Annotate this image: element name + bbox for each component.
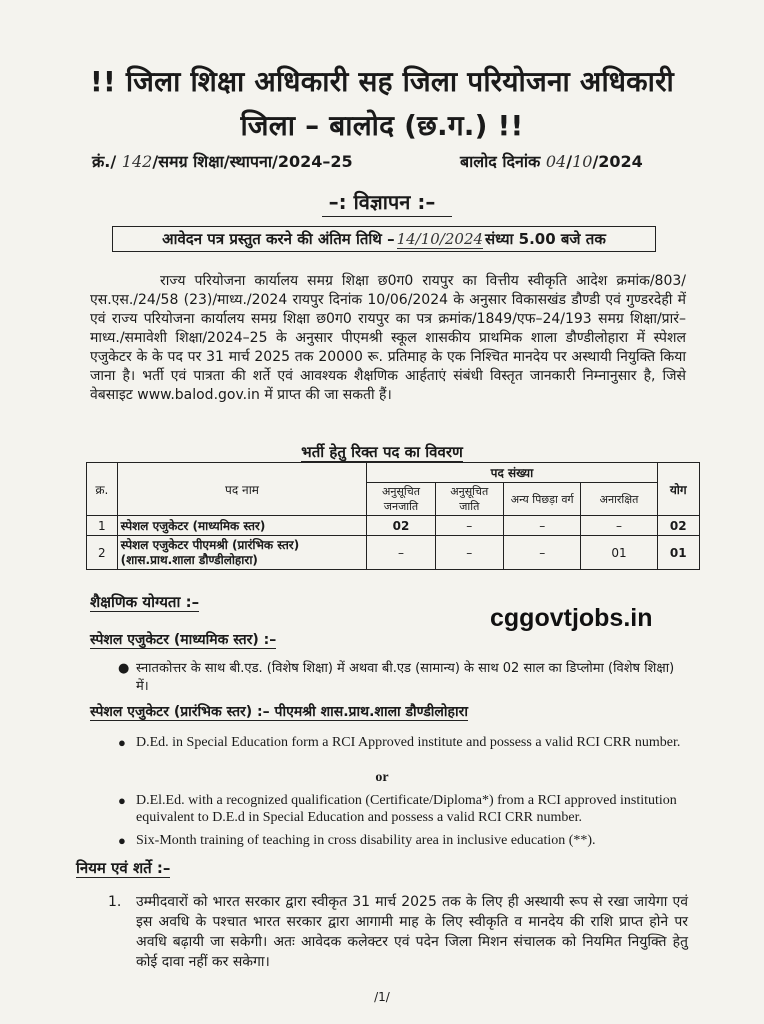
- row-ur: –: [581, 516, 657, 536]
- rules-heading: [76, 858, 170, 878]
- col-ur: अनारक्षित: [581, 483, 657, 516]
- row-st: 02: [367, 516, 435, 536]
- col-sno: क्र.: [87, 463, 118, 516]
- row-st: –: [367, 536, 435, 570]
- row-ur: 01: [581, 536, 657, 570]
- office-title: !! जिला शिक्षा अधिकारी सह जिला परियोजना अधिकारी: [89, 65, 675, 98]
- page-number: /1/: [374, 990, 390, 1004]
- date-month: 10: [572, 152, 593, 171]
- col-st: अनुसूचित जनजाति: [367, 483, 435, 516]
- reference-line: [92, 150, 692, 172]
- or-separator: or: [375, 770, 389, 785]
- primary-bullet-2: [118, 792, 688, 826]
- bullet-icon: ●: [118, 833, 126, 848]
- secondary-bullet-text: स्नातकोत्तर के साथ बी.एड. (विशेष शिक्षा) में अथवा बी.एड (सामान्य) के साथ 02 साल का डिप्लोमा (विशेष शिक्षा) में।: [136, 661, 675, 694]
- deadline-box: [112, 226, 656, 252]
- primary-bullet-3: [118, 832, 688, 849]
- date-day: 04: [545, 152, 567, 171]
- table-title: [0, 442, 764, 462]
- row-sno: 1: [87, 516, 118, 536]
- ref-date: बालोद दिनांक 04/10/2024: [460, 152, 643, 171]
- secondary-bullet: [118, 660, 688, 696]
- ref-path: /समग्र शिक्षा/स्थापना/2024–25: [152, 152, 353, 171]
- date-year: /2024: [592, 152, 643, 171]
- qualification-heading-text: शैक्षणिक योग्यता :–: [90, 593, 200, 611]
- date-label: बालोद दिनांक: [460, 152, 541, 171]
- table-title-text: भर्ती हेतु रिक्त पद का विवरण: [301, 443, 463, 461]
- primary-bullet-3-text: Six-Month training of teaching in cross disability area in inclusive education (**).: [136, 833, 596, 848]
- row-sc: –: [435, 516, 503, 536]
- rule-text: उम्मीदवारों को भारत सरकार द्वारा स्वीकृत 31 मार्च 2025 तक के लिए ही अस्थायी रूप से रखा जायेगा एवं इस अवधि के पश्चात भारत सरकार द्वारा आगामी माह के लिए स्वीकृति व मानदेय की राशि प्राप्त होने पर अवधि बढ़ायी जा सकेगी। अतः आवेदक कलेक्टर एवं पदेन जिला मिशन संचालक को नियमित नियुक्ति हेतु कोई दावा नहीं कर सकेगा।: [136, 894, 688, 970]
- primary-bullet-1: [118, 734, 688, 751]
- primary-heading: [90, 702, 468, 721]
- row-obc: –: [503, 516, 581, 536]
- ref-prefix: क्रं./: [92, 152, 117, 171]
- district-title: जिला – बालोद (छ.ग.) !!: [240, 109, 524, 142]
- deadline-label: आवेदन पत्र प्रस्तुत करने की अंतिम तिथि –: [162, 230, 395, 248]
- rule-item-1: [108, 892, 688, 972]
- row-sc: –: [435, 536, 503, 570]
- col-count-group: पद संख्या: [367, 463, 657, 483]
- heading-underline: [322, 216, 452, 217]
- col-obc: अन्य पिछड़ा वर्ग: [503, 483, 581, 516]
- bullet-icon: ●: [118, 735, 126, 750]
- primary-bullet-1-text: D.Ed. in Special Education form a RCI Approved institute and possess a valid RCI CRR number.: [136, 735, 681, 750]
- primary-bullet-2-text: D.El.Ed. with a recognized qualification (Certificate/Diploma*) from a RCI approved institution equivalent to D.E.d in Special Education and possess a valid RCI CRR number.: [136, 793, 677, 825]
- ref-number: 142: [121, 152, 153, 171]
- watermark: cggovtjobs.in: [490, 604, 653, 632]
- row-name: स्पेशल एजुकेटर (माध्यमिक स्तर): [117, 516, 367, 536]
- row-sno: 2: [87, 536, 118, 570]
- deadline-time: संध्या 5.00 बजे तक: [485, 230, 606, 248]
- col-total: योग: [657, 463, 699, 516]
- rule-number: 1.: [108, 894, 122, 910]
- advertisement-heading: –: विज्ञापन :–: [328, 190, 436, 214]
- col-name: पद नाम: [117, 463, 367, 516]
- col-sc: अनुसूचित जाति: [435, 483, 503, 516]
- secondary-heading: [90, 630, 276, 649]
- table-row: [87, 536, 700, 570]
- primary-heading-text: स्पेशल एजुकेटर (प्रारंभिक स्तर) :– पीएमश्री शास.प्राथ.शाला डौण्डीलोहारा: [90, 704, 468, 720]
- qualification-heading: [90, 592, 199, 612]
- rules-heading-text: नियम एवं शर्ते :–: [76, 859, 171, 877]
- table-row: [87, 516, 700, 536]
- secondary-heading-text: स्पेशल एजुकेटर (माध्यमिक स्तर) :–: [90, 632, 277, 648]
- deadline-date: 14/10/2024: [396, 229, 484, 248]
- vacancy-table: [86, 462, 700, 570]
- intro-paragraph: [90, 272, 686, 405]
- intro-text: राज्य परियोजना कार्यालय समग्र शिक्षा छ0ग0 रायपुर का वित्तीय स्वीकृति आदेश क्रमांक/803/एस.एस./24/58 (23)/माध्य./2024 रायपुर दिनांक 10/06/2024 के अनुसार विकासखंड डौण्डी एवं गुण्डरदेही में एवं राज्य परियोजना कार्यालय समग्र शिक्षा छ0ग0 रायपुर का पत्र क्रमांक/1849/एफ–24/193 समग्र शिक्षा/प्रारं–माध्य./समावेशी शिक्षा/2024–25 के अनुसार पीएमश्री स्कूल शासकीय प्राथमिक शाला डौण्डीलोहारा में स्पेशल एजुकेटर के के पद पर 31 मार्च 2025 तक 20000 रू. प्रतिमाह के एक निश्चित मानदेय पर अस्थायी नियुक्ति किया जाना है। भर्ती एवं पात्रता की शर्ते एवं आवश्यक शैक्षणिक आर्हताएं संबंधी विस्तृत जानकारी निम्नानुसार है, जिसे वेबसाइट www.balod.gov.in में प्राप्त की जा सकती हैं।: [90, 273, 686, 403]
- row-name: स्पेशल एजुकेटर पीएमश्री (प्रारंभिक स्तर) (शास.प्राथ.शाला डौण्डीलोहारा): [117, 536, 367, 570]
- bullet-icon: ●: [118, 793, 126, 808]
- row-total: 02: [657, 516, 699, 536]
- bullet-icon: ●: [118, 661, 130, 676]
- row-obc: –: [503, 536, 581, 570]
- row-total: 01: [657, 536, 699, 570]
